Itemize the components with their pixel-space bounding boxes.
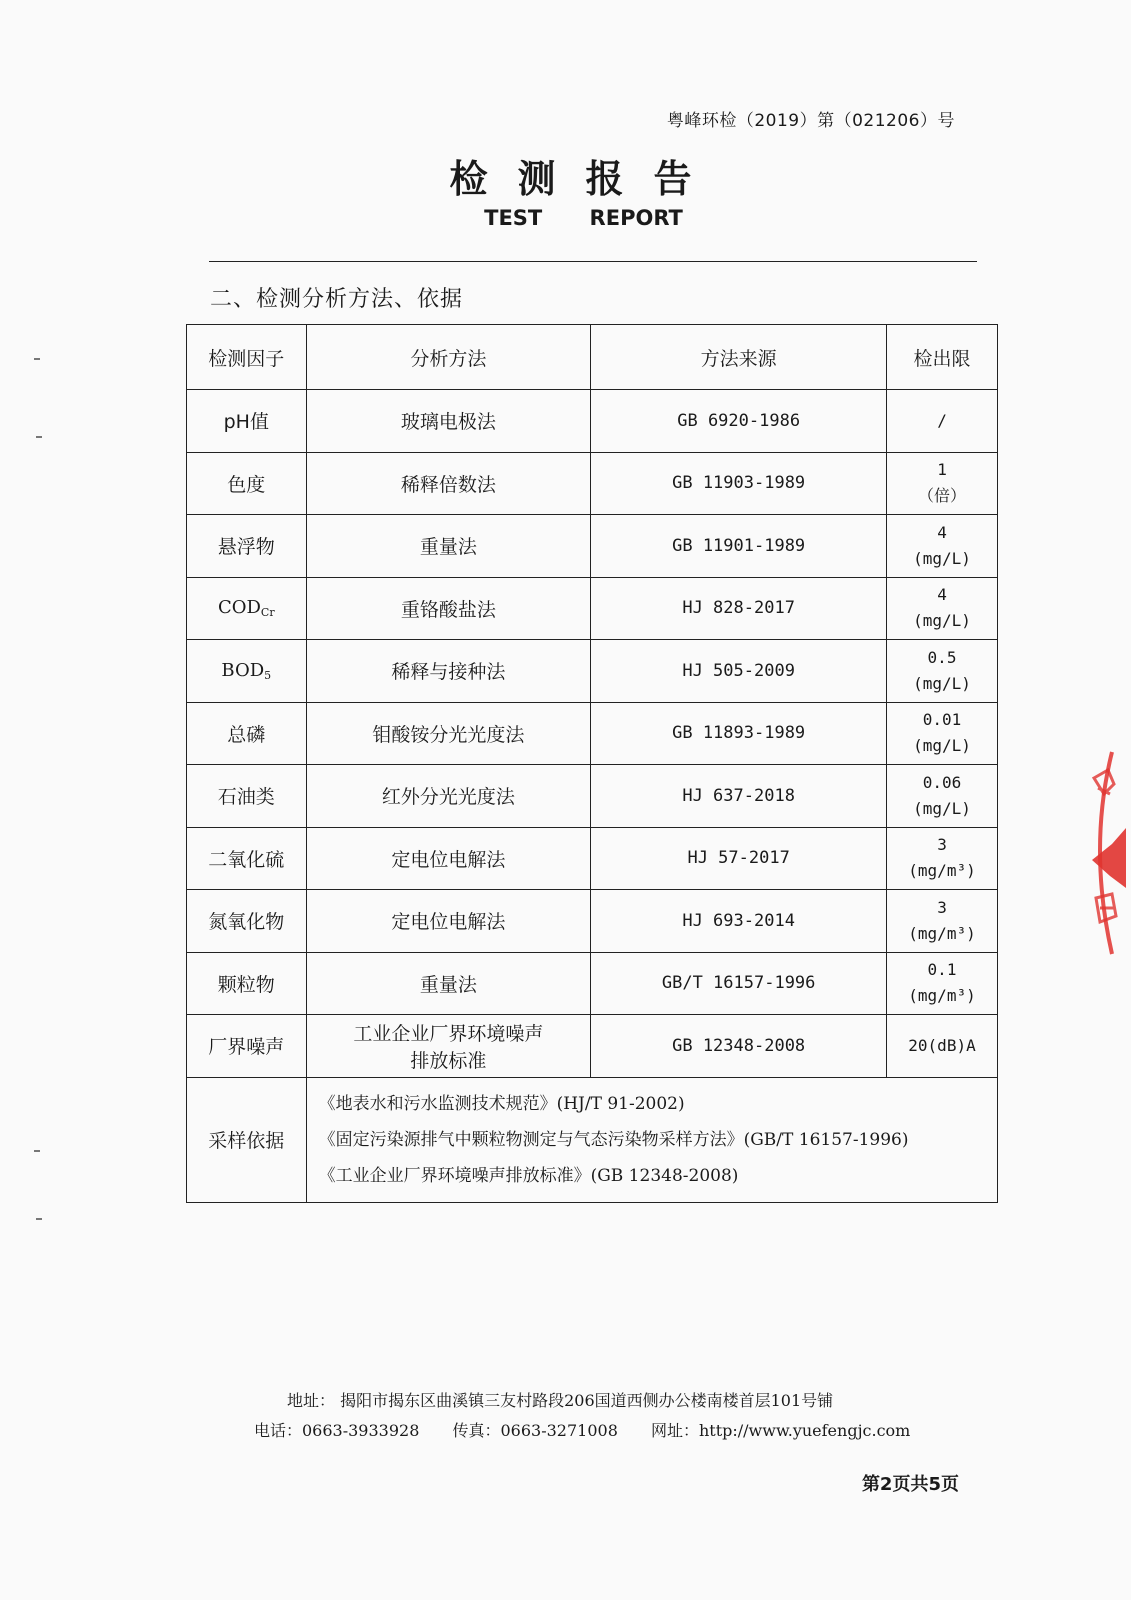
cell-source: HJ 828-2017 (591, 577, 887, 640)
limit-unit: (mg/L) (913, 673, 971, 693)
table-row (187, 515, 998, 578)
cell-limit (887, 1015, 998, 1078)
limit-value: 4 (937, 585, 947, 605)
basis-content (306, 1077, 997, 1202)
report-title-en: TEST REPORT (484, 206, 683, 230)
limit-unit: (mg/L) (913, 736, 971, 756)
cell-limit (887, 765, 998, 828)
page-number: 第2页共5页 (861, 1474, 959, 1495)
limit-unit: (mg/L) (913, 798, 971, 818)
cell-method: 红外分光光度法 (306, 765, 591, 828)
cell-factor: 厂界噪声 (187, 1015, 307, 1078)
limit-unit: (mg/m³) (908, 861, 976, 881)
cell-source: GB 11893-1989 (591, 702, 887, 765)
cell-limit (887, 515, 998, 578)
cell-factor: pH值 (187, 390, 307, 453)
cell-method: 稀释倍数法 (306, 452, 591, 515)
table-row (187, 1015, 998, 1078)
cell-factor: 氮氧化物 (187, 890, 307, 953)
margin-mark (34, 1150, 40, 1152)
cell-method: 定电位电解法 (306, 890, 591, 953)
footer-website: 网址：http://www.yuefengjc.com (650, 1421, 911, 1440)
section-title: 二、检测分析方法、依据 (210, 287, 464, 312)
cell-method: 重铬酸盐法 (306, 577, 591, 640)
cell-factor: 二氧化硫 (187, 827, 307, 890)
cell-limit (887, 827, 998, 890)
cell-source: HJ 693-2014 (591, 890, 887, 953)
cell-method: 玻璃电极法 (306, 390, 591, 453)
method-line: 排放标准 (410, 1049, 487, 1072)
factor-name: BOD (221, 659, 265, 681)
cell-method (306, 1015, 591, 1078)
table-row (187, 890, 998, 953)
limit-value: 20(dB)A (908, 1035, 976, 1055)
table-row (187, 452, 998, 515)
basis-label: 采样依据 (187, 1077, 307, 1202)
basis-line: 《固定污染源排气中颗粒物测定与气态污染物采样方法》(GB/T 16157-1996) (318, 1129, 909, 1150)
basis-line: 《工业企业厂界环境噪声排放标准》(GB 12348-2008) (318, 1165, 739, 1186)
limit-unit: （倍） (918, 486, 967, 506)
limit-unit: (mg/L) (913, 548, 971, 568)
cell-limit (887, 890, 998, 953)
cell-source: HJ 637-2018 (591, 765, 887, 828)
limit-value: 1 (937, 460, 947, 480)
limit-value: 0.5 (927, 647, 957, 667)
report-title-cn: 检测报告 (449, 157, 722, 201)
limit-unit: (mg/L) (913, 611, 971, 631)
limit-value: 3 (937, 897, 947, 917)
official-seal-stamp (1082, 748, 1131, 958)
cell-method: 重量法 (306, 515, 591, 578)
margin-mark (34, 358, 40, 360)
methods-table (186, 324, 998, 1203)
table-row (187, 702, 998, 765)
cell-method: 重量法 (306, 952, 591, 1015)
limit-value: / (937, 410, 947, 430)
cell-source: GB 11903-1989 (591, 452, 887, 515)
header-limit: 检出限 (887, 325, 998, 390)
table-row (187, 577, 998, 640)
cell-factor: 石油类 (187, 765, 307, 828)
limit-value: 0.1 (927, 960, 957, 980)
table-row (187, 390, 998, 453)
header-method: 分析方法 (306, 325, 591, 390)
cell-factor: 颗粒物 (187, 952, 307, 1015)
table-row (187, 640, 998, 703)
seal-icon (1082, 748, 1131, 958)
header-source: 方法来源 (591, 325, 887, 390)
basis-row (187, 1077, 998, 1202)
cell-factor: 色度 (187, 452, 307, 515)
limit-value: 4 (937, 522, 947, 542)
table-header-row (187, 325, 998, 390)
cell-limit (887, 640, 998, 703)
factor-subscript: Cr (260, 606, 275, 620)
margin-mark (36, 1218, 42, 1220)
cell-method: 定电位电解法 (306, 827, 591, 890)
footer-address: 地址： 揭阳市揭东区曲溪镇三友村路段206国道西侧办公楼南楼首层101号铺 (287, 1391, 834, 1410)
cell-limit (887, 390, 998, 453)
table-row (187, 952, 998, 1015)
limit-unit: (mg/m³) (908, 923, 976, 943)
limit-unit: (mg/m³) (908, 986, 976, 1006)
cell-factor (187, 640, 307, 703)
cell-limit (887, 452, 998, 515)
header-factor: 检测因子 (187, 325, 307, 390)
cell-limit (887, 702, 998, 765)
factor-name: COD (217, 597, 261, 619)
limit-value: 0.06 (922, 772, 962, 792)
basis-line: 《地表水和污水监测技术规范》(HJ/T 91-2002) (318, 1093, 685, 1114)
method-line: 工业企业厂界环境噪声 (353, 1022, 544, 1045)
table-row (187, 765, 998, 828)
report-number: 粤峰环检（2019）第（021206）号 (666, 111, 955, 131)
footer-phone: 电话：0663-3933928 (254, 1421, 420, 1440)
footer-contact (254, 1418, 938, 1441)
cell-factor: 悬浮物 (187, 515, 307, 578)
margin-mark (36, 436, 42, 438)
cell-source: HJ 505-2009 (591, 640, 887, 703)
cell-source: GB 12348-2008 (591, 1015, 887, 1078)
cell-method: 钼酸铵分光光度法 (306, 702, 591, 765)
table-row (187, 827, 998, 890)
cell-source: GB/T 16157-1996 (591, 952, 887, 1015)
cell-limit (887, 952, 998, 1015)
cell-source: HJ 57-2017 (591, 827, 887, 890)
factor-subscript: 5 (264, 668, 272, 682)
header-divider (209, 261, 977, 262)
cell-limit (887, 577, 998, 640)
cell-source: GB 11901-1989 (591, 515, 887, 578)
limit-value: 0.01 (922, 710, 962, 730)
cell-method: 稀释与接种法 (306, 640, 591, 703)
cell-source: GB 6920-1986 (591, 390, 887, 453)
limit-value: 3 (937, 835, 947, 855)
cell-factor: 总磷 (187, 702, 307, 765)
cell-factor (187, 577, 307, 640)
footer-fax: 传真：0663-3271008 (452, 1421, 618, 1440)
